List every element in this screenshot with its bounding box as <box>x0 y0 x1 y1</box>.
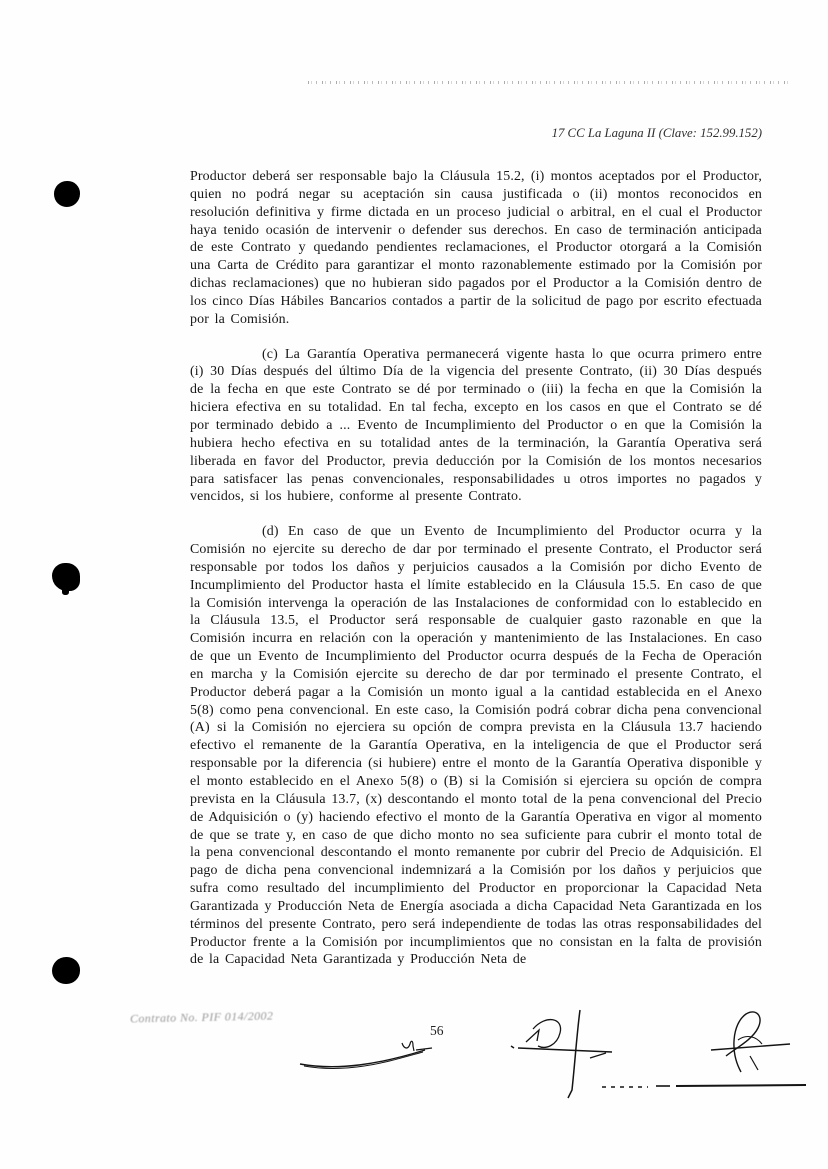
paragraph-clause-d: (d) En caso de que un Evento de Incumplimiento del Productor ocurra y la Comisión no ejercite su derecho de dar por terminado el presente Contrato, el Productor será responsable por todos los daños y perjuicios causados a la Comisión por dicho Evento de Incumplimiento del Productor hasta el límite establecido en la Cláusula 15.5. En caso de que la Comisión intervenga la operación de las Instalaciones de conformidad con lo establecido en la Cláusula 13.5, el Productor será responsable de cualquier gasto razonable en que la Comisión incurra en relación con la operación y mantenimiento de las Instalaciones. En caso de que un Evento de Incumplimiento del Productor ocurra después de la Fecha de Operación en marcha y la Comisión ejercite su derecho de dar por terminado el presente Contrato, el Productor deberá pagar a la Comisión un monto igual a la cantidad establecida en el Anexo 5(8) como pena convencional. En este caso, la Comisión podrá cobrar dicha pena convencional (A) si la Comisión no ejerciera su opción de compra prevista en la Cláusula 13.7 haciendo efectivo el remanente de la Garantía Operativa, en la inteligencia de que el Productor será responsable por la diferencia (si hubiere) entre el monto de la Garantía Operativa disponible y el monto establecido en el Anexo 5(8) o (B) si la Comisión si ejerciera su opción de compra prevista en la Cláusula 13.7, (x) descontando el monto total de la pena convencional del Precio de Adquisición o (y) haciendo efectivo el monto de la Garantía Operativa en vigor al momento de que se trate y, en caso de que dicho monto no sea suficiente para cubrir el monto total de la pena convencional descontando el monto remanente por cubrir del Precio de Adquisición. El pago de dicha pena convencional indemnizará a la Comisión por los daños y perjuicios que sufra como resultado del incumplimiento del Productor en proporcionar la Capacidad Neta Garantizada y Producción Neta de Energía asociada a dicha Capacidad Neta Garantizada en los términos del presente Contrato, pero será independiente de todas las otras responsabilidades del Productor frente a la Comisión por incumplimientos que no consistan en la falta de provisión de la Capacidad Neta Garantizada y Producción Neta de <box>190 524 762 968</box>
illegible-photocopy-header-line <box>308 81 792 84</box>
hole-punch-dot <box>52 957 80 984</box>
signature-initials-right <box>711 1012 790 1072</box>
hole-punch-dot <box>54 181 80 207</box>
document-reference-header: 17 CC La Laguna II (Clave: 152.99.152) <box>551 126 762 140</box>
hole-punch-dot <box>52 563 80 591</box>
signature-initials-center <box>511 1010 612 1098</box>
contract-body-text <box>190 168 762 986</box>
footer-contract-number: Contrato No. PIF 014/2002 <box>129 1008 274 1026</box>
paragraph-clause-c: (c) La Garantía Operativa permanecerá vigente hasta lo que ocurra primero entre (i) 30 Días después del último Día de la vigencia del presente Contrato, (ii) 30 Días después de la fecha en que este Contrato se dé por terminado o (iii) la fecha en que la Comisión la hiciera efectiva en su totalidad. En tal fecha, excepto en los casos en que el Contrato se dé por terminado debido a ... Evento de Incumplimiento del Productor o en que la Comisión la hubiera hecho efectiva en su totalidad antes de la terminación, la Garantía Operativa será liberada en favor del Productor, previa deducción por la Comisión de los montos necesarios para satisfacer las penas convencionales, responsabilidades u otros importes no pagados y vencidos, si los hubiere, conforme al presente Contrato. <box>190 346 762 505</box>
signature-area <box>280 1000 820 1140</box>
signature-swoosh-left <box>300 1041 432 1068</box>
page-number: 56 <box>430 1023 444 1038</box>
signature-line <box>602 1085 806 1087</box>
paragraph-continuation: Productor deberá ser responsable bajo la Cláusula 15.2, (i) montos aceptados por el Productor, quien no podrá negar su aceptación sin causa justificada o (ii) montos reconocidos en resolución definitiva y firme dictada en un proceso judicial o arbitral, en el cual el Productor haya tenido ocasión de intervenir o defender sus derechos. En caso de terminación anticipada de este Contrato y quedando pendientes reclamaciones, el Productor otorgará a la Comisión una Carta de Crédito para garantizar el monto razonablemente estimado por la Comisión por dichas reclamaciones) que no hubieran sido pagados por el Productor a la Comisión dentro de los cinco Días Hábiles Bancarios contados a partir de la solicitud de pago por escrito efectuada por la Comisión. <box>190 169 762 327</box>
